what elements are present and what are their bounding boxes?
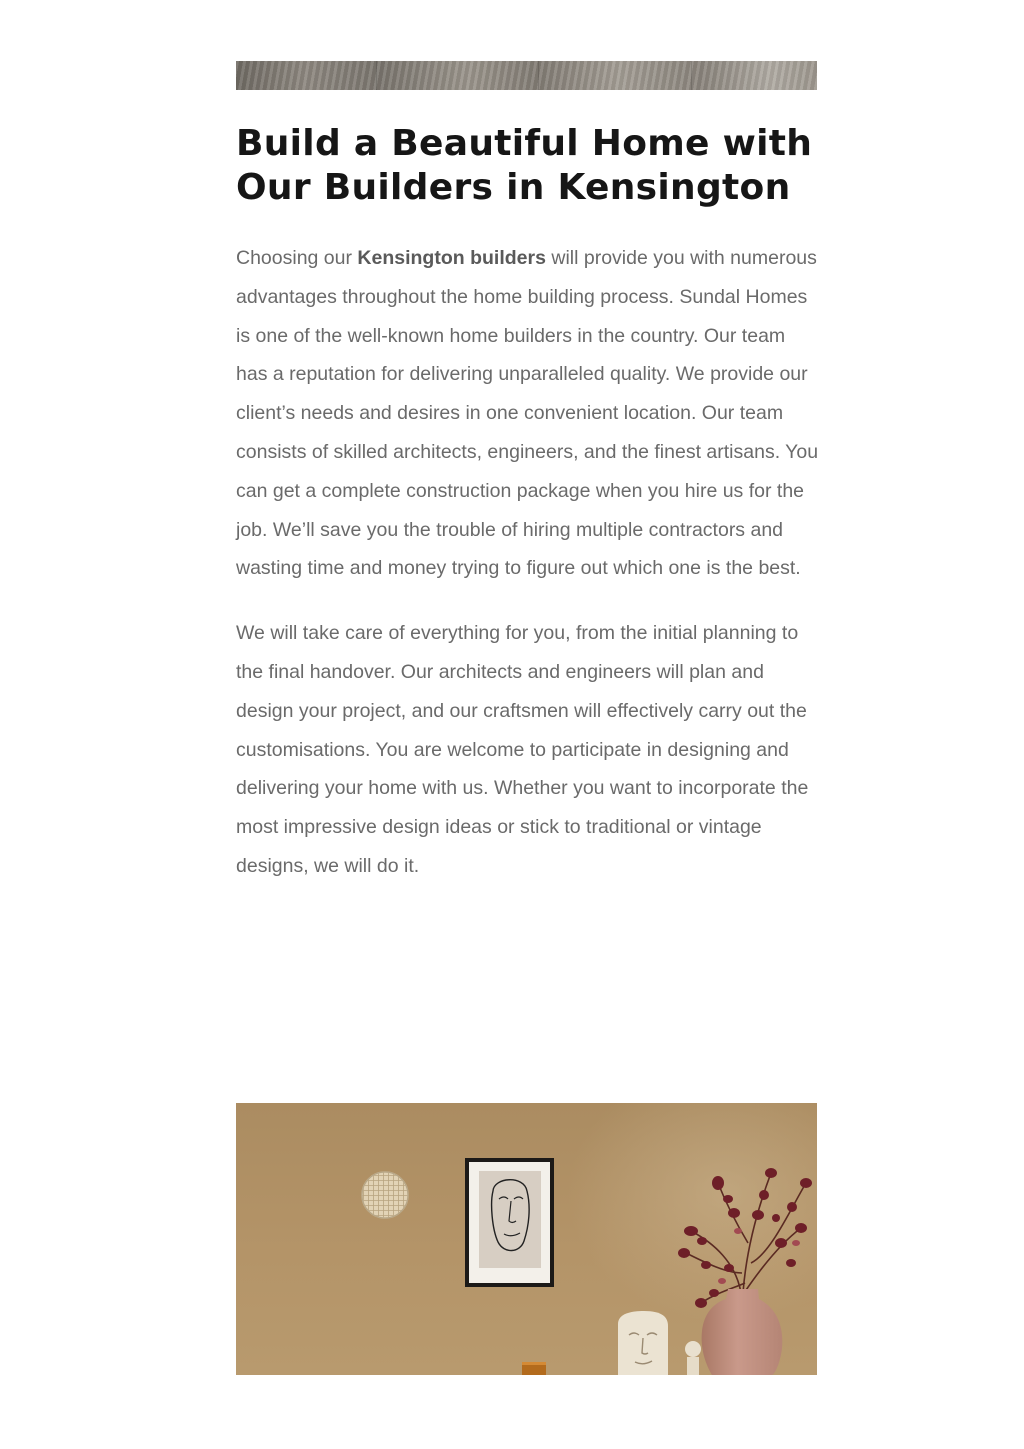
article-body [236,239,820,912]
face-sculpture [618,1311,668,1375]
amber-candle [522,1362,546,1375]
small-sphere-figure [685,1341,701,1375]
kensington-builders-link[interactable]: Kensington builders [357,247,546,269]
interior-decor-illustration [236,1103,817,1375]
berry-branches [678,1168,812,1308]
paragraph-intro [236,239,820,588]
page-title: Build a Beautiful Home with Our Builders in Kensington [236,123,813,208]
paragraph-intro-rest: will provide you with numerous advantages throughout the home building process. Sundal Homes is one of the well-known home builders in the country. Our team has a reputation for delivering unparalleled quality. We provide our client’s needs and desires in one convenient location. Our team consists of skilled architects, engineers, and the finest artisans. You can get a complete construction package when you hire us for the job. We’ll save you the trouble of hiring multiple contractors and wasting time and money trying to figure out which one is the best. [236,247,819,580]
wood-seam [538,61,539,90]
wood-texture-image [236,61,817,90]
woven-plate [362,1172,408,1218]
interior-decor-image [236,1103,817,1375]
wood-seam [691,61,692,90]
wood-seam [376,61,377,90]
clay-vase [702,1289,783,1375]
paragraph-intro-lead: Choosing our [236,247,358,269]
paragraph-services: We will take care of everything for you, from the initial planning to the final handover. Our architects and engineers will plan and design your project, and our craftsmen will effectively carry out the customisations. You are welcome to participate in designing and delivering your home with us. Whether you want to incorporate the most impressive design ideas or stick to traditional or vintage designs, we will do it. [236,622,809,877]
framed-face-art [465,1158,554,1287]
